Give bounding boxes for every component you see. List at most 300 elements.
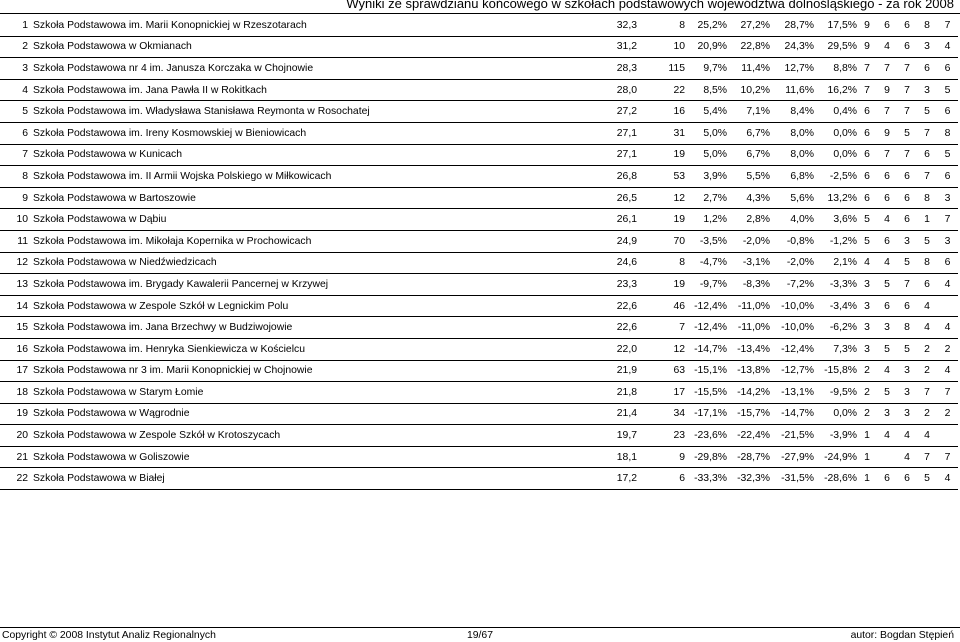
student-count-cell: 19 [637,274,685,296]
rank-cell: 16 [0,338,33,360]
school-name-cell: Szkoła Podstawowa im. Mikołaja Kopernika w Prochowicach [33,230,603,252]
stanine-cell: 9 [857,36,877,58]
rank-cell: 7 [0,144,33,166]
percent-cell: -13,4% [727,338,770,360]
score-cell: 22,6 [603,295,637,317]
percent-cell: 1,2% [685,209,727,231]
percent-cell: 4,0% [770,209,814,231]
author-text: autor: Bogdan Stępień [850,630,954,641]
school-name-cell: Szkoła Podstawowa im. Ireny Kosmowskiej w Bieniowicach [33,122,603,144]
percent-cell: 3,9% [685,166,727,188]
table-row [0,15,958,36]
student-count-cell: 46 [637,295,685,317]
rank-cell: 12 [0,252,33,274]
school-name-cell: Szkoła Podstawowa w Wągrodnie [33,403,603,425]
stanine-cell: 6 [857,187,877,209]
stanine-cell: 4 [877,425,897,447]
student-count-cell: 19 [637,144,685,166]
score-cell: 18,1 [603,446,637,468]
stanine-cell: 2 [857,382,877,404]
rank-cell: 21 [0,446,33,468]
percent-cell: -29,8% [685,446,727,468]
table-row [0,36,958,58]
percent-cell: 28,7% [770,15,814,36]
percent-cell: 6,7% [727,144,770,166]
percent-cell: 29,5% [814,36,857,58]
student-count-cell: 22 [637,79,685,101]
percent-cell: 24,3% [770,36,814,58]
percent-cell: -9,7% [685,274,727,296]
percent-cell: -14,7% [770,403,814,425]
percent-cell: -23,6% [685,425,727,447]
table-row [0,317,958,339]
score-cell: 26,1 [603,209,637,231]
score-cell: 23,3 [603,274,637,296]
stanine-cell: 7 [917,166,937,188]
percent-cell: 8,0% [770,122,814,144]
school-name-cell: Szkoła Podstawowa w Okmianach [33,36,603,58]
rank-cell: 18 [0,382,33,404]
stanine-cell: 6 [917,274,937,296]
stanine-cell: 8 [937,122,958,144]
percent-cell: -28,7% [727,446,770,468]
copyright-text: Copyright © 2008 Instytut Analiz Regionalnych [2,630,216,641]
school-name-cell: Szkoła Podstawowa im. Jana Brzechwy w Budziwojowie [33,317,603,339]
stanine-cell: 4 [897,425,917,447]
stanine-cell: 6 [897,187,917,209]
stanine-cell: 7 [917,382,937,404]
stanine-cell: 6 [897,36,917,58]
rank-cell: 19 [0,403,33,425]
school-name-cell: Szkoła Podstawowa w Bartoszowie [33,187,603,209]
stanine-cell: 5 [937,79,958,101]
rank-cell: 17 [0,360,33,382]
table-row [0,79,958,101]
stanine-cell: 7 [877,58,897,80]
rank-cell: 6 [0,122,33,144]
percent-cell: -27,9% [770,446,814,468]
stanine-cell: 6 [917,144,937,166]
score-cell: 27,1 [603,144,637,166]
stanine-cell: 9 [857,15,877,36]
stanine-cell: 3 [897,403,917,425]
stanine-cell: 4 [897,446,917,468]
stanine-cell: 4 [937,36,958,58]
stanine-cell: 5 [857,209,877,231]
percent-cell: -2,5% [814,166,857,188]
percent-cell: -13,8% [727,360,770,382]
rank-cell: 11 [0,230,33,252]
stanine-cell: 5 [897,252,917,274]
page-header [0,0,954,13]
percent-cell: -3,9% [814,425,857,447]
stanine-cell: 7 [857,58,877,80]
score-cell: 26,8 [603,166,637,188]
percent-cell: -2,0% [770,252,814,274]
stanine-cell: 6 [857,122,877,144]
stanine-cell: 3 [937,230,958,252]
percent-cell: -1,2% [814,230,857,252]
rank-cell: 15 [0,317,33,339]
percent-cell: -8,3% [727,274,770,296]
table-row [0,274,958,296]
percent-cell: -17,1% [685,403,727,425]
stanine-cell: 7 [877,101,897,123]
rank-cell: 9 [0,187,33,209]
stanine-cell: 4 [937,468,958,490]
stanine-cell: 1 [857,468,877,490]
stanine-cell: 6 [897,209,917,231]
school-name-cell: Szkoła Podstawowa w Dąbiu [33,209,603,231]
percent-cell: -15,1% [685,360,727,382]
school-name-cell: Szkoła Podstawowa im. Marii Konopnickiej w Rzeszotarach [33,15,603,36]
percent-cell: 8,4% [770,101,814,123]
percent-cell: 2,8% [727,209,770,231]
percent-cell: 0,0% [814,144,857,166]
stanine-cell: 6 [877,230,897,252]
student-count-cell: 53 [637,166,685,188]
percent-cell: 17,5% [814,15,857,36]
table-row [0,468,958,490]
stanine-cell: 3 [857,295,877,317]
table-row [0,425,958,447]
student-count-cell: 31 [637,122,685,144]
student-count-cell: 19 [637,209,685,231]
stanine-cell: 6 [877,15,897,36]
score-cell: 28,3 [603,58,637,80]
stanine-cell: 3 [857,317,877,339]
percent-cell: 7,3% [814,338,857,360]
percent-cell: 4,3% [727,187,770,209]
percent-cell: 20,9% [685,36,727,58]
school-name-cell: Szkoła Podstawowa im. Henryka Sienkiewicza w Kościelcu [33,338,603,360]
percent-cell: 8,5% [685,79,727,101]
student-count-cell: 7 [637,317,685,339]
stanine-cell: 7 [937,209,958,231]
stanine-cell: 6 [857,166,877,188]
percent-cell: -4,7% [685,252,727,274]
percent-cell: 13,2% [814,187,857,209]
student-count-cell: 23 [637,425,685,447]
stanine-cell: 7 [937,446,958,468]
stanine-cell: 7 [897,274,917,296]
stanine-cell: 5 [897,338,917,360]
table-row [0,360,958,382]
score-cell: 26,5 [603,187,637,209]
percent-cell: 12,7% [770,58,814,80]
stanine-cell: 4 [917,425,937,447]
percent-cell: -3,4% [814,295,857,317]
stanine-cell: 3 [897,382,917,404]
percent-cell: -3,1% [727,252,770,274]
score-cell: 19,7 [603,425,637,447]
stanine-cell: 7 [917,122,937,144]
header-divider [0,13,960,14]
table-row [0,144,958,166]
percent-cell: -6,2% [814,317,857,339]
percent-cell: 7,1% [727,101,770,123]
percent-cell: -14,2% [727,382,770,404]
school-name-cell: Szkoła Podstawowa im. Jana Pawła II w Rokitkach [33,79,603,101]
percent-cell: 2,1% [814,252,857,274]
stanine-cell: 4 [937,360,958,382]
rank-cell: 8 [0,166,33,188]
rank-cell: 3 [0,58,33,80]
stanine-cell: 3 [917,79,937,101]
percent-cell: -10,0% [770,295,814,317]
stanine-cell: 5 [877,274,897,296]
stanine-cell: 3 [877,403,897,425]
percent-cell: -33,3% [685,468,727,490]
stanine-cell: 6 [877,187,897,209]
percent-cell: -7,2% [770,274,814,296]
stanine-cell: 7 [937,382,958,404]
percent-cell: 22,8% [727,36,770,58]
stanine-cell: 6 [857,101,877,123]
student-count-cell: 9 [637,446,685,468]
percent-cell: 9,7% [685,58,727,80]
table-row [0,122,958,144]
percent-cell: -15,8% [814,360,857,382]
table-row [0,166,958,188]
rank-cell: 2 [0,36,33,58]
percent-cell: -31,5% [770,468,814,490]
stanine-cell: 1 [857,446,877,468]
school-name-cell: Szkoła Podstawowa w Goliszowie [33,446,603,468]
table-row [0,209,958,231]
stanine-cell: 2 [857,360,877,382]
rank-cell: 1 [0,15,33,36]
stanine-cell: 2 [937,403,958,425]
percent-cell: 0,4% [814,101,857,123]
stanine-cell: 6 [857,144,877,166]
stanine-cell: 6 [897,295,917,317]
score-cell: 32,3 [603,15,637,36]
percent-cell: 5,0% [685,144,727,166]
stanine-cell: 7 [937,15,958,36]
school-name-cell: Szkoła Podstawowa w Niedźwiedzicach [33,252,603,274]
percent-cell: -13,1% [770,382,814,404]
stanine-cell: 4 [877,360,897,382]
stanine-cell: 1 [917,209,937,231]
stanine-cell: 1 [857,425,877,447]
percent-cell: -3,5% [685,230,727,252]
student-count-cell: 8 [637,252,685,274]
school-name-cell: Szkoła Podstawowa im. Władysława Stanisława Reymonta w Rosochatej [33,101,603,123]
percent-cell: -14,7% [685,338,727,360]
stanine-cell: 6 [897,166,917,188]
percent-cell: -10,0% [770,317,814,339]
rank-cell: 20 [0,425,33,447]
stanine-cell: 3 [877,317,897,339]
score-cell: 22,6 [603,317,637,339]
percent-cell: 0,0% [814,403,857,425]
table-row [0,403,958,425]
score-cell: 27,2 [603,101,637,123]
percent-cell: 5,4% [685,101,727,123]
school-name-cell: Szkoła Podstawowa w Białej [33,468,603,490]
percent-cell: -12,4% [685,295,727,317]
rank-cell: 10 [0,209,33,231]
table-row [0,101,958,123]
table-row [0,338,958,360]
stanine-cell: 7 [897,58,917,80]
stanine-cell: 2 [917,338,937,360]
stanine-cell: 2 [917,403,937,425]
report-title: Wyniki ze sprawdzianu końcowego w szkołach podstawowych województwa dolnośląskiego - za rok 2008 [346,0,954,11]
table-row [0,58,958,80]
student-count-cell: 6 [637,468,685,490]
stanine-cell: 3 [857,338,877,360]
stanine-cell: 4 [877,252,897,274]
stanine-cell: 4 [877,209,897,231]
percent-cell: 5,5% [727,166,770,188]
stanine-cell: 6 [937,101,958,123]
stanine-cell [937,295,958,317]
percent-cell: -12,4% [770,338,814,360]
stanine-cell: 3 [937,187,958,209]
rank-cell: 5 [0,101,33,123]
stanine-cell: 6 [877,468,897,490]
score-cell: 27,1 [603,122,637,144]
stanine-cell: 2 [937,338,958,360]
percent-cell: -0,8% [770,230,814,252]
school-name-cell: Szkoła Podstawowa w Starym Łomie [33,382,603,404]
school-name-cell: Szkoła Podstawowa nr 3 im. Marii Konopnickiej w Chojnowie [33,360,603,382]
student-count-cell: 12 [637,338,685,360]
percent-cell: -11,0% [727,317,770,339]
table-row [0,446,958,468]
stanine-cell: 9 [877,79,897,101]
stanine-cell: 7 [897,144,917,166]
results-rows [0,15,958,490]
school-name-cell: Szkoła Podstawowa w Zespole Szkół w Legnickim Polu [33,295,603,317]
school-name-cell: Szkoła Podstawowa w Kunicach [33,144,603,166]
stanine-cell: 4 [857,252,877,274]
stanine-cell: 5 [937,144,958,166]
table-row [0,382,958,404]
page-number: 19/67 [466,630,493,641]
stanine-cell: 5 [917,101,937,123]
stanine-cell: 7 [897,101,917,123]
stanine-cell: 6 [917,58,937,80]
rank-cell: 4 [0,79,33,101]
stanine-cell: 5 [897,122,917,144]
score-cell: 31,2 [603,36,637,58]
student-count-cell: 70 [637,230,685,252]
percent-cell: 2,7% [685,187,727,209]
student-count-cell: 10 [637,36,685,58]
percent-cell: -12,7% [770,360,814,382]
stanine-cell: 5 [877,382,897,404]
stanine-cell: 6 [937,252,958,274]
percent-cell: 6,7% [727,122,770,144]
stanine-cell: 4 [937,317,958,339]
percent-cell: 25,2% [685,15,727,36]
stanine-cell: 5 [857,230,877,252]
score-cell: 21,4 [603,403,637,425]
percent-cell: -28,6% [814,468,857,490]
stanine-cell: 2 [857,403,877,425]
percent-cell: -3,3% [814,274,857,296]
score-cell: 24,9 [603,230,637,252]
score-cell: 28,0 [603,79,637,101]
percent-cell: 0,0% [814,122,857,144]
percent-cell: -11,0% [727,295,770,317]
percent-cell: 11,4% [727,58,770,80]
score-cell: 17,2 [603,468,637,490]
student-count-cell: 17 [637,382,685,404]
table-row [0,295,958,317]
student-count-cell: 12 [637,187,685,209]
stanine-cell: 7 [877,144,897,166]
footer-divider [0,627,960,628]
percent-cell: 5,6% [770,187,814,209]
stanine-cell: 6 [937,166,958,188]
table-row [0,187,958,209]
stanine-cell: 4 [877,36,897,58]
stanine-cell: 2 [917,360,937,382]
stanine-cell: 4 [937,274,958,296]
student-count-cell: 16 [637,101,685,123]
rank-cell: 13 [0,274,33,296]
table-row [0,230,958,252]
percent-cell: -15,5% [685,382,727,404]
score-cell: 24,6 [603,252,637,274]
percent-cell: -32,3% [727,468,770,490]
percent-cell: -9,5% [814,382,857,404]
rank-cell: 22 [0,468,33,490]
stanine-cell: 6 [937,58,958,80]
percent-cell: -24,9% [814,446,857,468]
stanine-cell: 3 [917,36,937,58]
school-name-cell: Szkoła Podstawowa w Zespole Szkół w Krotoszycach [33,425,603,447]
stanine-cell: 6 [877,166,897,188]
stanine-cell [877,446,897,468]
percent-cell: -22,4% [727,425,770,447]
school-name-cell: Szkoła Podstawowa nr 4 im. Janusza Korczaka w Chojnowie [33,58,603,80]
percent-cell: -21,5% [770,425,814,447]
percent-cell: 3,6% [814,209,857,231]
stanine-cell: 6 [897,15,917,36]
page-footer [0,629,960,642]
stanine-cell: 4 [917,317,937,339]
stanine-cell: 8 [917,15,937,36]
percent-cell: -12,4% [685,317,727,339]
score-cell: 21,8 [603,382,637,404]
student-count-cell: 115 [637,58,685,80]
percent-cell: -15,7% [727,403,770,425]
stanine-cell: 3 [857,274,877,296]
percent-cell: 8,8% [814,58,857,80]
school-name-cell: Szkoła Podstawowa im. II Armii Wojska Polskiego w Miłkowicach [33,166,603,188]
stanine-cell: 7 [917,446,937,468]
percent-cell: 11,6% [770,79,814,101]
school-name-cell: Szkoła Podstawowa im. Brygady Kawalerii Pancernej w Krzywej [33,274,603,296]
percent-cell: -2,0% [727,230,770,252]
stanine-cell: 5 [877,338,897,360]
student-count-cell: 34 [637,403,685,425]
stanine-cell [937,425,958,447]
percent-cell: 10,2% [727,79,770,101]
stanine-cell: 4 [917,295,937,317]
student-count-cell: 8 [637,15,685,36]
percent-cell: 5,0% [685,122,727,144]
stanine-cell: 7 [897,79,917,101]
stanine-cell: 5 [917,230,937,252]
score-cell: 21,9 [603,360,637,382]
stanine-cell: 7 [857,79,877,101]
